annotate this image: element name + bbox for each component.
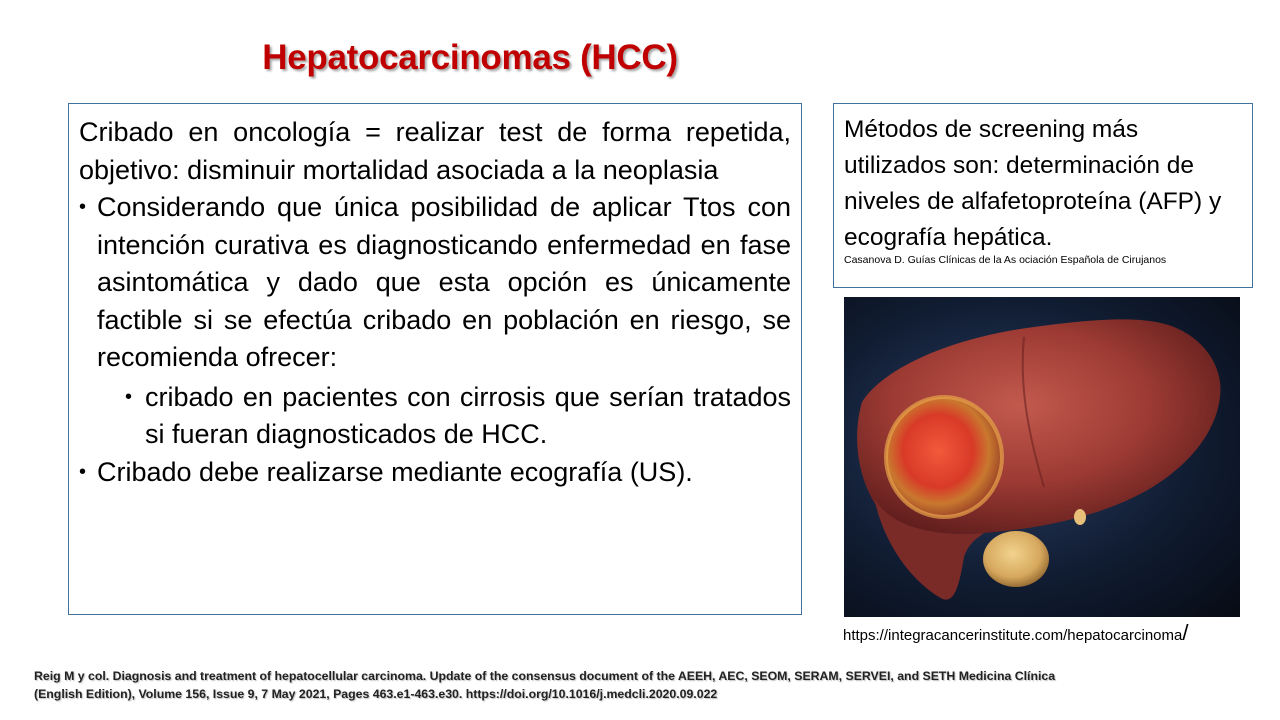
bullet-text: Considerando que única posibilidad de aplicar Ttos con intención curativa es diagnosticando enfermedad en fase asintomática y dado que esta opción es únicamente factible si se efectúa cribado en población en riesgo, se recomienda ofrecer: <box>97 192 791 372</box>
bullet-icon: • <box>79 460 87 483</box>
intro-text: Cribado en oncología = realizar test de forma repetida, objetivo: disminuir mortalidad asociada a la neoplasia <box>79 117 791 185</box>
liver-tumor-image <box>844 297 1240 617</box>
list-item <box>79 379 791 454</box>
screening-methods-text: Métodos de screening más utilizados son: determinación de niveles de alfafetoproteína (AFP) y ecografía hepática. <box>844 116 1222 251</box>
bullet-text: Cribado debe realizarse mediante ecografía (US). <box>97 456 693 487</box>
bullet-icon: • <box>125 385 133 408</box>
bullet-icon: • <box>79 196 87 218</box>
slide-title: Hepatocarcinomas (HCC) <box>262 38 678 77</box>
reference-line-2: (English Edition), Volume 156, Issue 9, 7 May 2021, Pages 463.e1-463.e30. https://doi.org/10.1016/j.medcli.2020.09.022 <box>34 687 718 701</box>
list-item <box>79 189 791 377</box>
reference-footer <box>34 667 1234 703</box>
list-item <box>79 454 791 492</box>
reference-line-1: Reig M y col. Diagnosis and treatment of hepatocellular carcinoma. Update of the consensus document of the AEEH, AEC, SEOM, SERAM, SERVEI, and SETH Medicina Clínica <box>34 669 1056 683</box>
screening-methods-box <box>833 103 1253 288</box>
sub-bullet-text: cribado en pacientes con cirrosis que serían tratados si fueran diagnosticados de HCC. <box>145 381 791 449</box>
url-trailing-slash: / <box>1182 620 1189 645</box>
main-content-box <box>68 103 802 615</box>
image-source-url[interactable]: https://integracancerinstitute.com/hepatocarcinoma <box>843 627 1183 644</box>
screening-citation: Casanova D. Guías Clínicas de la As ociación Española de Cirujanos <box>844 254 1167 266</box>
liver-icon <box>844 297 1240 617</box>
bullet-list <box>79 189 791 491</box>
image-source-link[interactable] <box>843 620 1188 646</box>
